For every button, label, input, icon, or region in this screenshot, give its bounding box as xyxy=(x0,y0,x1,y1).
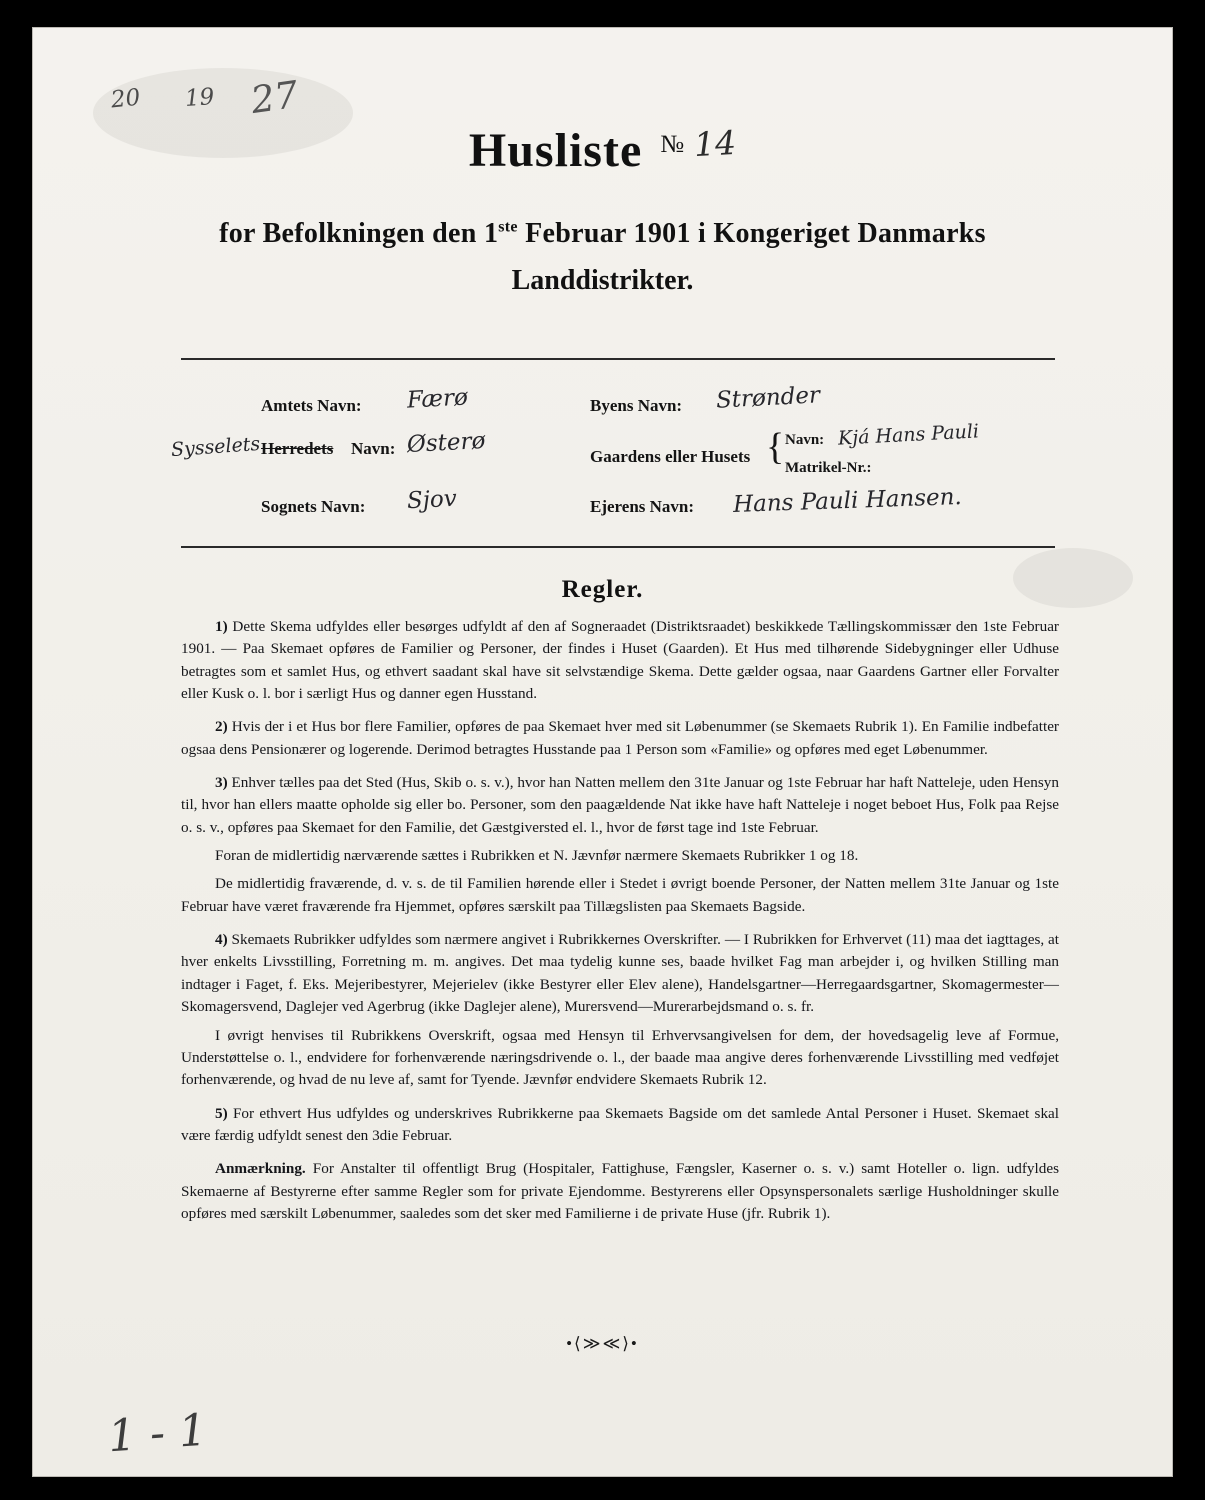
rule-lead: 4) xyxy=(215,931,228,949)
amt-value: Færø xyxy=(406,384,469,414)
rule-text: Enhver tælles paa det Sted (Hus, Skib o. s. v.), hvor han Natten mellem den 31te Januar og 1ste Februar har haft Natteleje, uden Hensyn til, hvor han ellers maatte opholde sig eller bo. Personer, som den paagældende Nat ikke have haft Natteleje i noget beboet Hus, Folk paa Rejse o. s. v., opføres paa Skemaet for den Familie, det Gæstgiversted el. l., hvor de først tage ind 1ste Februar. xyxy=(181,774,1059,836)
title-text: Husliste xyxy=(468,124,643,177)
herred-label-tail: Navn: xyxy=(351,439,396,458)
gaard-navn-label: Navn: xyxy=(785,432,825,448)
rule-item xyxy=(181,772,1059,839)
rules-heading: Regler. xyxy=(561,576,644,603)
subtitle-line-1 xyxy=(143,218,1062,250)
gaard-navn-value: Kjá Hans Pauli xyxy=(837,420,980,450)
herred-label-struck: Herredets xyxy=(261,439,334,458)
by-value: Strønder xyxy=(715,382,821,414)
margin-mark-19: 19 xyxy=(184,84,216,112)
divider-top xyxy=(181,358,1055,360)
gaard-label: Gaardens eller Husets xyxy=(590,447,751,466)
brace-icon: { xyxy=(766,426,785,468)
subtitle-part-a: for Befolkningen den 1 xyxy=(219,218,499,249)
ejer-value: Hans Pauli Hansen. xyxy=(732,484,963,518)
rule-item xyxy=(181,616,1059,705)
ornament-divider: •⟨≫≪⟩• xyxy=(566,1334,639,1353)
sogn-value: Sjov xyxy=(406,485,458,515)
rule-item xyxy=(181,1103,1059,1148)
rule-lead: 2) xyxy=(215,718,228,736)
title-number-value: 14 xyxy=(693,122,738,165)
margin-mark-20: 20 xyxy=(109,84,142,114)
by-label: Byens Navn: xyxy=(590,396,683,415)
rule-item xyxy=(181,873,1059,918)
margin-mark-bottom: 1 - 1 xyxy=(106,1404,209,1463)
rule-item xyxy=(181,929,1059,1018)
rule-lead: 5) xyxy=(215,1104,228,1122)
rule-item xyxy=(181,1158,1059,1225)
rule-lead: 1) xyxy=(215,618,228,635)
sysselets-label-handwritten: Sysselets xyxy=(170,432,261,462)
page-title xyxy=(33,123,1172,178)
amt-label: Amtets Navn: xyxy=(261,396,362,415)
rule-text: Hvis der i et Hus bor flere Familier, opføres de paa Skemaet hver med sit Løbenummer (se Skemaets Rubrik 1). En Familie indbefatter ogsaa dens Pensionærer og logerende. Derimod betragtes Husstande paa 1 Person som «Familie» og opføres med eget Løbenummer. xyxy=(181,718,1059,758)
rule-item xyxy=(181,845,1059,867)
ejer-label: Ejerens Navn: xyxy=(590,497,695,516)
subtitle-line-2: Landdistrikter. xyxy=(511,265,694,296)
rule-lead: Anmærkning. xyxy=(215,1160,306,1178)
rule-text: Skemaets Rubrikker udfyldes som nærmere angivet i Rubrikkernes Overskrifter. — I Rubrikken for Erhvervet (11) maa det iagttages, at hver enkelts Livsstilling, Forretning m. m. angives. Det maa tydelig kunne ses, baade hvilket Fag man arbejder i, og hvilken Stilling man indtager i Faget, f. Eks. Mejeribestyrer, Mejerielev (ikke Bestyrer eller Elev alene), Handelsgartner—Herregaardsgartner, Skomagermester—Skomagersvend, Daglejer ved Agerbrug (ikke Daglejer alene), Murersvend—Murerarbejdsmand o. s. fr. xyxy=(181,931,1059,1016)
rule-text: For Anstalter til offentligt Brug (Hospitaler, Fattighuse, Fængsler, Kaserner o. s. v.) samt Hoteller o. lign. udfyldes Skemaerne af Bestyrerne efter samme Regler som for private Ejendomme. Bestyrerens eller Opsynspersonalets særlige Husholdninger skulle opføres med særskilt Løbenummer, saaledes som det sker med Familierne i de private Huse (jfr. Rubrik 1). xyxy=(181,1160,1059,1222)
scanned-page xyxy=(33,28,1172,1476)
rule-text: For ethvert Hus udfyldes og underskrives Rubrikkerne paa Skemaets Bagside om det samlede Antal Personer i Huset. Skemaet skal være færdig udfyldt senest den 3die Februar. xyxy=(181,1104,1059,1144)
rule-text: Foran de midlertidig nærværende sættes i Rubrikken et N. Jævnfør nærmere Skemaets Rubrikker 1 og 18. xyxy=(215,847,859,865)
page-surface xyxy=(33,28,1172,1476)
rule-lead: 3) xyxy=(215,774,228,792)
divider-bottom xyxy=(181,546,1055,548)
sogn-label: Sognets Navn: xyxy=(261,497,366,516)
matrikel-label: Matrikel-Nr.: xyxy=(785,460,872,476)
rule-text: De midlertidig fraværende, d. v. s. de til Familien hørende eller i Stedet i øvrigt boende Personer, der Natten mellem 31te Januar og 1ste Februar have været fraværende fra Hjemmet, opføres særskilt paa Tillægslisten paa Skemaets Bagside. xyxy=(181,875,1059,915)
rule-text: I øvrigt henvises til Rubrikkens Overskrift, ogsaa med Hensyn til Erhvervsangivelsen for dem, der hovedsagelig leve af Formue, Understøttelse o. l., endvidere for forhenværende næringsdrivende o. l., der baade maa angive deres forhenværende Livsstilling med vedføjet forhenværende, og hvad de nu leve af, samt for Tyende. Jævnfør endvidere Skemaets Rubrik 12. xyxy=(181,1026,1059,1089)
rule-item xyxy=(181,1025,1059,1092)
rules-body xyxy=(181,616,1059,1236)
subtitle-superscript: ste xyxy=(498,218,518,236)
herred-value: Østerø xyxy=(406,427,486,459)
title-number-label: № xyxy=(660,131,685,158)
margin-mark-27: 27 xyxy=(248,72,301,123)
rule-text: Dette Skema udfyldes eller besørges udfyldt af den af Sogneraadet (Distriktsraadet) beskikkede Tællingskommissær den 1ste Februar 1901. — Paa Skemaet opføres de Familier og Personer, der findes i Huset (Gaarden). Et Hus med tilhørende Sidebygninger eller Udhuse betragtes som et samlet Hus, og ethvert saadant skal have sit selvstændige Skema. Dette gælder ogsaa, naar Gaardens Gartner eller Forvalter eller Kusk o. l. bor i særligt Hus og danner egen Husstand. xyxy=(181,618,1059,703)
rule-item xyxy=(181,716,1059,761)
subtitle-part-b: Februar 1901 i Kongeriget Danmarks xyxy=(517,218,986,249)
